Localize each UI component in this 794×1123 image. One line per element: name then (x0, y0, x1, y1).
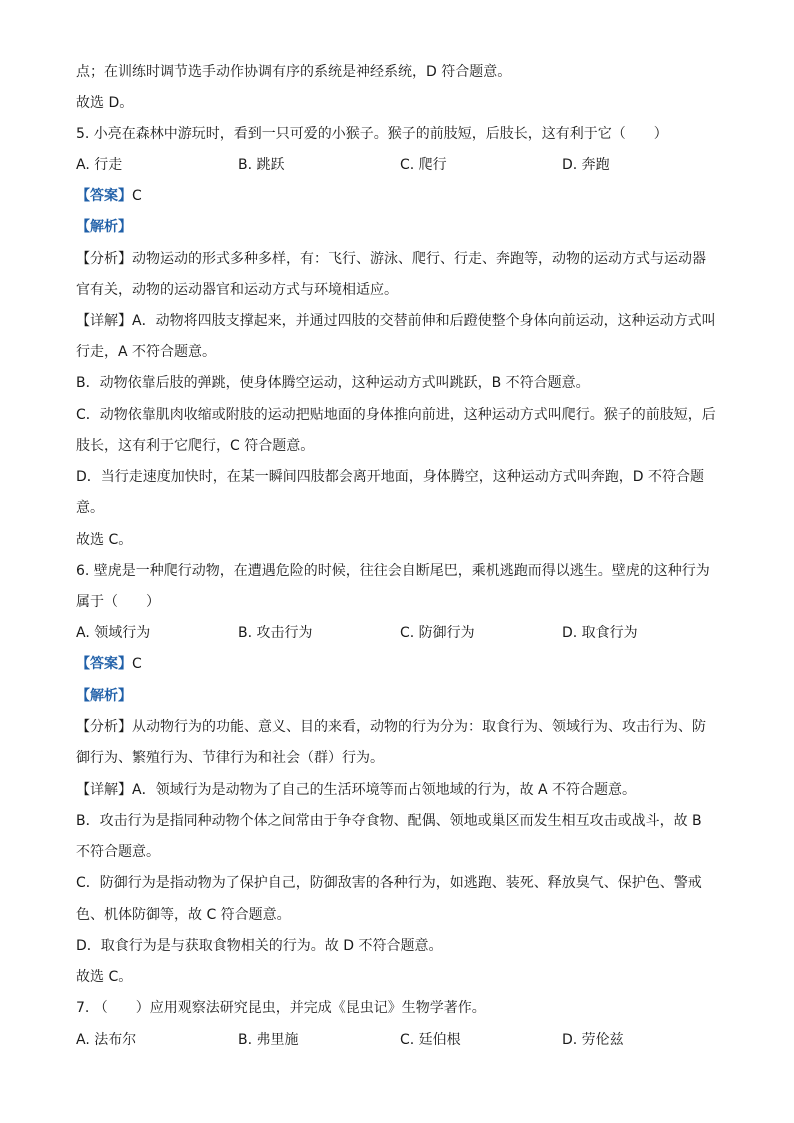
xiangjie-line (76, 780, 636, 800)
analysis-tag: 【解析】 (76, 688, 132, 704)
fenxi-line (76, 717, 706, 737)
text-line: 故选 D。 (76, 95, 134, 111)
text-line: C．动物依靠肌肉收缩或附肢的运动把贴地面的身体推向前进，这种运动方式叫爬行。猴子的前肢短，后 (76, 407, 716, 423)
option-b: B. 攻击行为 (238, 625, 313, 641)
option-a: A. 领域行为 (76, 625, 151, 641)
answer-line (76, 186, 142, 206)
text-line: 官有关，动物的运动器官和运动方式与环境相适应。 (76, 282, 398, 298)
text-line: C．防御行为是指动物为了保护自己，防御敌害的各种行为，如逃跑、装死、释放臭气、保护色、警戒 (76, 875, 702, 891)
question-6-stem: 6. 壁虎是一种爬行动物，在遭遇危险的时候，往往会自断尾巴，乘机逃跑而得以逃生。壁虎的这种行为 (76, 563, 710, 579)
answer-tag: 【答案】 (76, 656, 132, 672)
text-line: D．取食行为是与获取食物相关的行为。故 D 不符合题意。 (76, 938, 443, 954)
xiangjie-text: A．领域行为是动物为了自己的生活环境等而占领地域的行为，故 A 不符合题意。 (132, 782, 637, 798)
fenxi-tag: 【分析】 (76, 251, 132, 267)
option-b: B. 跳跃 (238, 157, 285, 173)
fenxi-tag: 【分析】 (76, 719, 132, 735)
xiangjie-text: A．动物将四肢支撑起来，并通过四肢的交替前伸和后蹬使整个身体向前运动，这种运动方式叫 (132, 313, 716, 329)
text-line: 不符合题意。 (76, 844, 160, 860)
text-line: D．当行走速度加快时，在某一瞬间四肢都会离开地面，身体腾空，这种运动方式叫奔跑，D 不符合题 (76, 469, 705, 485)
text-line: 点；在训练时调节选手动作协调有序的系统是神经系统，D 符合题意。 (76, 64, 512, 80)
text-line: B．攻击行为是指同种动物个体之间常由于争夺食物、配偶、领地或巢区而发生相互攻击或战斗，故 B (76, 813, 702, 829)
text-line: 属于（ ） (76, 594, 160, 610)
fenxi-text: 动物运动的形式多种多样，有：飞行、游泳、爬行、行走、奔跑等，动物的运动方式与运动器 (132, 251, 706, 267)
analysis-tag: 【解析】 (76, 219, 132, 235)
xiangjie-line (76, 311, 716, 331)
answer-line (76, 654, 142, 674)
question-5-stem: 5. 小亮在森林中游玩时，看到一只可爱的小猴子。猴子的前肢短，后肢长，这有利于它（ ） (76, 126, 668, 142)
text-line: 行走，A 不符合题意。 (76, 344, 217, 360)
xiangjie-tag: 【详解】 (76, 782, 132, 798)
conclusion-line: 故选 C。 (76, 969, 133, 985)
option-b: B. 弗里施 (238, 1032, 299, 1048)
option-c: C. 廷伯根 (400, 1032, 461, 1048)
option-a: A. 行走 (76, 157, 123, 173)
text-line: 御行为、繁殖行为、节律行为和社会（群）行为。 (76, 750, 384, 766)
question-7-stem: 7. （ ）应用观察法研究昆虫，并完成《昆虫记》生物学著作。 (76, 1000, 486, 1016)
option-c: C. 防御行为 (400, 625, 475, 641)
conclusion-line: 故选 C。 (76, 532, 133, 548)
answer-tag: 【答案】 (76, 188, 132, 204)
option-c: C. 爬行 (400, 157, 447, 173)
option-d: D. 劳伦兹 (562, 1032, 624, 1048)
xiangjie-tag: 【详解】 (76, 313, 132, 329)
text-line: 色、机体防御等，故 C 符合题意。 (76, 907, 291, 923)
option-d: D. 取食行为 (562, 625, 638, 641)
analysis-line (76, 217, 132, 237)
option-a: A. 法布尔 (76, 1032, 137, 1048)
answer-value: C (132, 188, 142, 204)
fenxi-line (76, 249, 706, 269)
text-line: 肢长，这有利于它爬行，C 符合题意。 (76, 438, 315, 454)
text-line: 意。 (76, 500, 104, 516)
analysis-line (76, 686, 132, 706)
fenxi-text: 从动物行为的功能、意义、目的来看，动物的行为分为：取食行为、领域行为、攻击行为、防 (132, 719, 706, 735)
answer-value: C (132, 656, 142, 672)
text-line: B．动物依靠后肢的弹跳，使身体腾空运动，这种运动方式叫跳跃，B 不符合题意。 (76, 375, 590, 391)
option-d: D. 奔跑 (562, 157, 610, 173)
